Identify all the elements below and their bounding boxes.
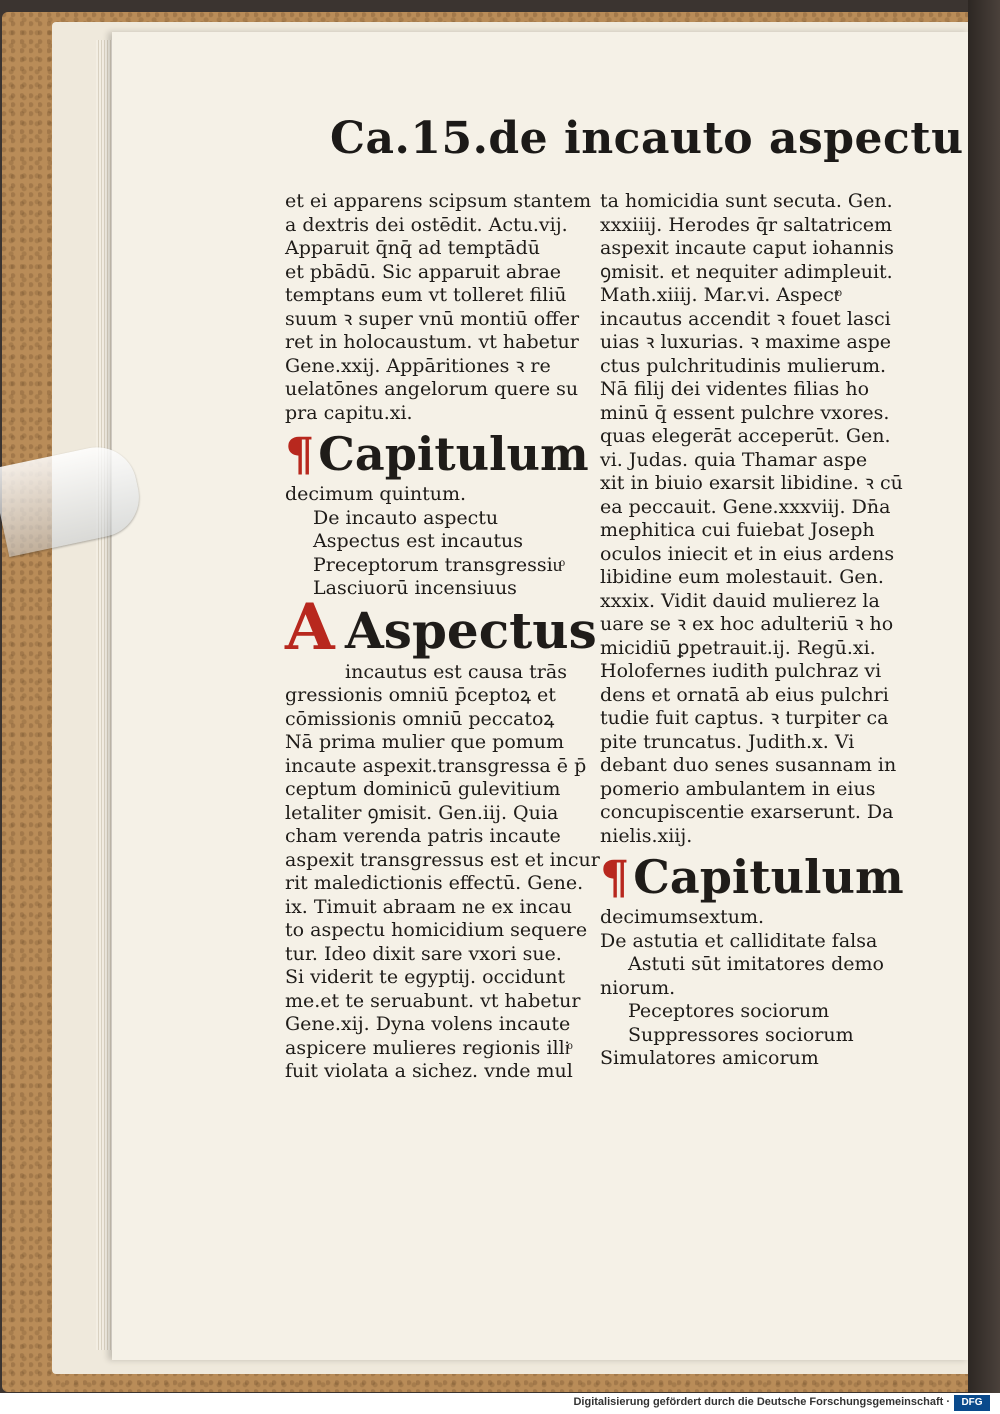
text-line: Nā filij dei videntes filias ho (600, 378, 870, 400)
text-line: Preceptorum transgressiuͦ (313, 553, 563, 576)
chapter-heading-text: Capitulum (633, 850, 904, 904)
text-line: uelatōnes angelorum quere su (285, 378, 579, 400)
text-line: libidine eum molestauit. Gen. (600, 566, 884, 588)
text-line: aspexit incaute caput iohannis (600, 237, 894, 259)
text-line: debant duo senes susannam in (600, 754, 897, 776)
chapter-subtitle: De astutia et calliditate falsa (600, 929, 878, 952)
chapter-heading (600, 848, 904, 906)
scan-right-edge (968, 0, 1000, 1393)
text-line: tur. Ideo dixit sare vxori sue. (285, 942, 562, 965)
text-line: cham verenda patris incaute (285, 825, 561, 847)
text-line: Nā prima mulier que pomum (285, 731, 565, 753)
text-line: nielis.xiij. (600, 824, 693, 847)
text-line: et ei apparens scipsum stantem (285, 190, 592, 212)
text-line: vi. Judas. quia Thamar aspe (600, 448, 868, 471)
text-line: mephitica cui fuiebat Joseph (600, 519, 875, 541)
text-line: xxxiiij. Herodes q̄r saltatricem (600, 213, 892, 236)
chapter-subtitle: De incauto aspectu (313, 506, 499, 529)
text-line: letaliter ꝯmisit. Gen.iij. Quia (285, 801, 559, 824)
text-line: dens et ornatā ab eius pulchri (600, 683, 889, 706)
footer-bar (0, 1393, 1000, 1414)
initial-word: Aspectus (345, 600, 597, 660)
text-line: xxxix. Vidit dauid mulierez la (600, 589, 880, 612)
paragraph-mark-icon: ¶ (285, 427, 315, 481)
text-line: Suppressores sociorum (628, 1023, 854, 1046)
text-line: ea peccauit. Gene.xxxviij. Dn̄a (600, 495, 891, 518)
text-line: Gene.xij. Dyna volens incaute (285, 1013, 571, 1035)
text-line: rit maledictionis effectū. Gene. (285, 872, 584, 894)
text-line: uias ꝛ luxurias. ꝛ maxime aspe (600, 331, 892, 353)
text-line: ta homicidia sunt secuta. Gen. (600, 190, 893, 212)
text-line: Peceptores sociorum (628, 1000, 830, 1022)
page-headline: Ca.15.de incauto aspectu (330, 113, 964, 164)
text-line: concupiscentie exarserunt. Da (600, 801, 894, 823)
red-initial-icon: A (285, 589, 335, 665)
text-line: ceptum dominicū gulevitium (285, 778, 561, 800)
text-line: me.et te seruabunt. vt habetur (285, 989, 581, 1012)
text-line: uare se ꝛ ex hoc adulteriū ꝛ ho (600, 613, 894, 635)
text-line: Math.xiiij. Mar.vi. Aspectͦ (600, 284, 840, 306)
text-line: to aspectu homicidium sequere (285, 919, 588, 941)
funding-credit: Digitalisierung gefördert durch die Deutsche Forschungsgemeinschaft · (573, 1396, 950, 1408)
text-line: pomerio ambulantem in eius (600, 777, 876, 800)
chapter-heading-text: Capitulum (318, 427, 589, 481)
text-line: incaute aspexit.transgressa ē p̄ (285, 754, 587, 777)
page-edges (96, 40, 112, 1350)
text-line: et pbādū. Sic apparuit abrae (285, 260, 562, 283)
text-line: ix. Timuit abraam ne ex incau (285, 895, 572, 918)
initial-word-line (285, 589, 597, 665)
text-line: Apparuit q̄nq̄ ad temptādū (285, 237, 540, 259)
text-line: Holofernes iudith pulchraz vi (600, 660, 882, 682)
text-line: Aspectus est incautus (313, 530, 523, 552)
text-line: oculos iniecit et in eius ardens (600, 542, 895, 565)
text-line: decimum quintum. (285, 483, 467, 505)
text-line: Astuti sūt imitatores demo (628, 953, 884, 975)
text-line: decimumsextum. (600, 906, 765, 928)
text-line: micidiū ꝑpetrauit.ij. Regū.xi. (600, 636, 876, 659)
text-line: ꝯmisit. et nequiter adimpleuit. (600, 260, 893, 283)
paragraph-mark-icon: ¶ (600, 850, 630, 904)
text-line: Gene.xxij. Appāritiones ꝛ re (285, 354, 551, 377)
text-line: pra capitu.xi. (285, 401, 413, 424)
text-line: pite truncatus. Judith.x. Vi (600, 730, 855, 753)
chapter-heading (285, 425, 589, 483)
text-line: incautus est causa trās (345, 660, 567, 683)
text-line: ctus pulchritudinis mulierum. (600, 354, 887, 377)
text-line: suum ꝛ super vnū montiū offer (285, 307, 580, 330)
text-line: aspexit transgressus est et incur (285, 848, 600, 871)
text-line: Lasciuorū incensiuus (313, 577, 517, 599)
text-line: ret in holocaustum. vt habetur (285, 331, 579, 353)
right-text-column (600, 190, 904, 1071)
text-line: temptans eum vt tolleret filiū (285, 284, 567, 306)
text-line: a dextris dei ostēdit. Actu.vij. (285, 213, 568, 236)
left-text-column (285, 190, 600, 1084)
text-line: niorum. (600, 976, 676, 999)
text-line: Si viderit te egyptij. occidunt (285, 966, 566, 988)
text-line: gressionis omniū p̄ceptoꝝ et (285, 684, 556, 706)
text-line: cōmissionis omniū peccatoꝝ (285, 707, 555, 730)
text-line: minū q̄ essent pulchre vxores. (600, 401, 890, 424)
text-line: quas elegerāt acceperūt. Gen. (600, 425, 891, 447)
text-line: xit in biuio exarsit libidine. ꝛ cū (600, 472, 903, 494)
dfg-logo: DFG (954, 1395, 990, 1411)
text-line: fuit violata a sichez. vnde mul (285, 1060, 573, 1082)
text-line: incautus accendit ꝛ fouet lasci (600, 307, 891, 330)
text-line: Simulatores amicorum (600, 1047, 819, 1069)
text-line: tudie fuit captus. ꝛ turpiter ca (600, 707, 889, 729)
text-line: aspicere mulieres regionis illiͦ (285, 1036, 570, 1059)
